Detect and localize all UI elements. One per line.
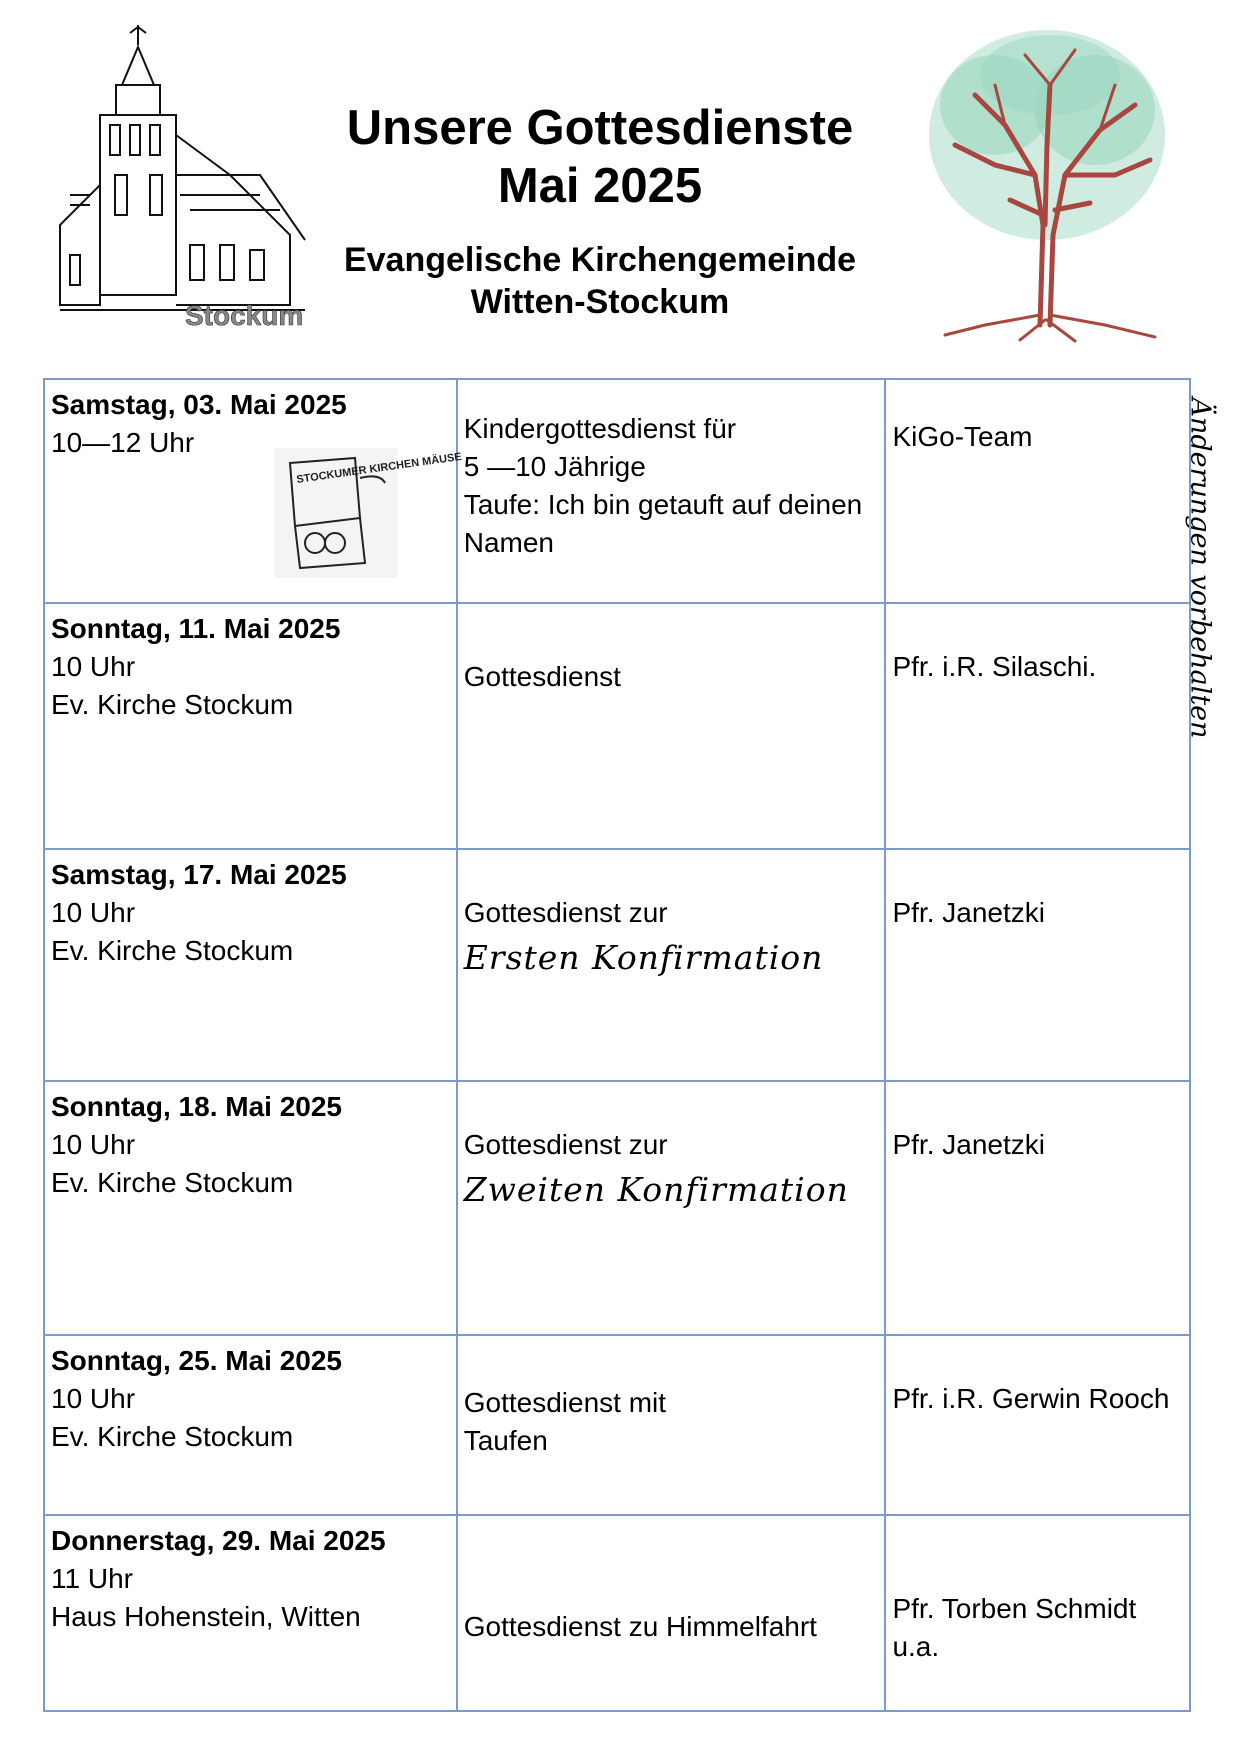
date-cell (44, 1081, 457, 1335)
service-time: 11 Uhr (51, 1563, 133, 1594)
service-time: 10 Uhr (51, 897, 136, 928)
service-leader: Pfr. Janetzki (892, 897, 1045, 928)
service-description: Gottesdienst zu Himmelfahrt (463, 1611, 817, 1642)
services-table (43, 378, 1191, 1712)
service-leader: Pfr. i.R. Gerwin Rooch (892, 1383, 1170, 1414)
service-time: 10 Uhr (51, 1383, 136, 1414)
page-title: Unsere Gottesdienste (346, 101, 854, 155)
date-cell (44, 603, 457, 849)
table-row (44, 1081, 1190, 1335)
service-day: Samstag, 03. Mai 2025 (51, 389, 347, 420)
service-day: Sonntag, 11. Mai 2025 (51, 613, 341, 644)
service-description: Gottesdienst zur (463, 1129, 668, 1160)
service-highlight: Zweiten Konfirmation (463, 1170, 849, 1209)
service-place: Ev. Kirche Stockum (51, 689, 294, 720)
service-leader: Pfr. i.R. Silaschi. (892, 651, 1097, 682)
service-description: Kindergottesdienst für (463, 413, 737, 444)
date-cell (44, 1335, 457, 1515)
page-title-month: Mai 2025 (497, 159, 703, 213)
leader-cell (885, 1081, 1190, 1335)
service-day: Samstag, 17. Mai 2025 (51, 859, 347, 890)
changes-reserved-text: Änderungen vorbehalten (1184, 396, 1216, 739)
date-cell (44, 1515, 457, 1711)
tree-drawing (925, 25, 1170, 345)
leader-cell (885, 849, 1190, 1081)
kirchenmaeuse-badge (275, 448, 463, 578)
service-day: Sonntag, 18. Mai 2025 (51, 1091, 342, 1122)
church-drawing (60, 25, 320, 335)
service-day: Donnerstag, 29. Mai 2025 (51, 1525, 386, 1556)
service-description: Gottesdienst zur (463, 897, 668, 928)
service-leader: Pfr. Janetzki (892, 1129, 1045, 1160)
service-place: Haus Hohenstein, Witten (51, 1601, 361, 1632)
service-leader: Pfr. Torben Schmidt (892, 1593, 1137, 1624)
service-leader: KiGo-Team (892, 421, 1033, 452)
service-cell (457, 849, 886, 1081)
leader-cell (885, 379, 1190, 603)
service-place: Ev. Kirche Stockum (51, 1421, 294, 1452)
table-row (44, 1335, 1190, 1515)
service-description: Taufe: Ich bin getauft auf deinen (463, 489, 863, 520)
service-time: 10—12 Uhr (51, 427, 195, 458)
table-row (44, 1515, 1190, 1711)
service-time: 10 Uhr (51, 651, 136, 682)
church-logo-text: Stockum (185, 300, 304, 331)
table-row (44, 379, 1190, 603)
badge-text: STOCKUMER KIRCHEN MÄUSE (295, 450, 463, 486)
service-cell (457, 603, 886, 849)
leader-cell (885, 603, 1190, 849)
service-cell (457, 379, 886, 603)
service-highlight: Ersten Konfirmation (463, 938, 824, 977)
date-cell (44, 379, 463, 603)
service-description: Taufen (463, 1425, 548, 1456)
table-row (44, 849, 1190, 1081)
parish-location: Witten-Stockum (470, 283, 730, 321)
service-description: Gottesdienst mit (463, 1387, 667, 1418)
table-row (44, 603, 1190, 849)
service-leader-extra: u.a. (892, 1631, 940, 1662)
service-cell (457, 1081, 886, 1335)
service-description: 5 —10 Jährige (463, 451, 646, 482)
service-place: Ev. Kirche Stockum (51, 1167, 294, 1198)
service-day: Sonntag, 25. Mai 2025 (51, 1345, 342, 1376)
service-cell (457, 1335, 886, 1515)
service-description: Namen (463, 527, 554, 558)
date-cell (44, 849, 457, 1081)
leader-cell (885, 1335, 1190, 1515)
service-time: 10 Uhr (51, 1129, 136, 1160)
parish-name: Evangelische Kirchengemeinde (343, 241, 857, 279)
service-cell (457, 1515, 886, 1711)
leader-cell (885, 1515, 1190, 1711)
service-place: Ev. Kirche Stockum (51, 935, 294, 966)
page-header (0, 0, 1240, 360)
service-description: Gottesdienst (463, 661, 621, 692)
